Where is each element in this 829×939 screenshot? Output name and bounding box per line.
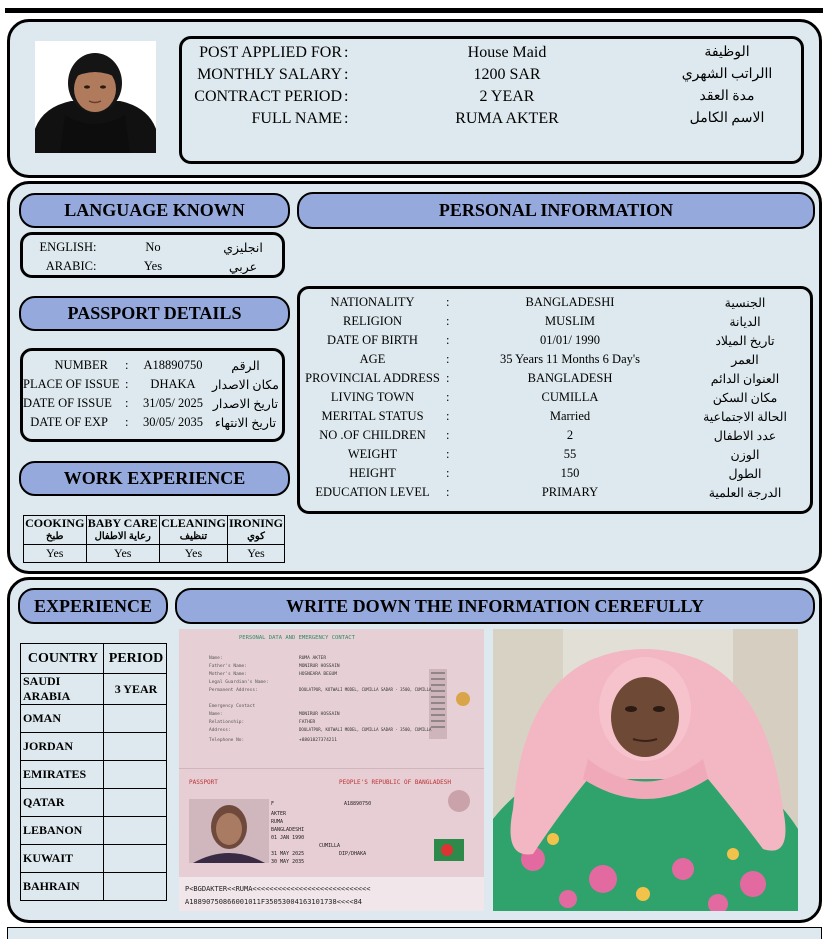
personal-info-box — [297, 286, 813, 514]
work-skill-value: Yes — [159, 545, 227, 563]
personal-info-value: 55 — [563, 447, 577, 461]
personal-info-row — [300, 295, 810, 313]
passport-colon: : — [125, 377, 129, 391]
passport-label: PLACE OF ISSUE — [23, 377, 120, 391]
personal-info-label: DATE OF BIRTH — [327, 333, 418, 347]
personal-info-value: PRIMARY — [541, 485, 599, 499]
passport-colon: : — [125, 396, 129, 410]
experience-period — [104, 761, 167, 789]
personal-info-colon: : — [446, 485, 450, 499]
scan-phone: +8801827374211 — [299, 738, 337, 743]
personal-info-arabic: العنوان الدائم — [710, 372, 780, 386]
svg-text:Relationship:: Relationship: — [209, 720, 245, 725]
work-skill-arabic: رعاية الاطفال — [94, 531, 151, 542]
svg-text:Name:: Name: — [209, 656, 223, 661]
experience-row — [21, 845, 167, 873]
experience-period — [104, 845, 167, 873]
period-header: PERIOD — [104, 644, 167, 674]
scan-given: RUMA — [271, 819, 284, 825]
scan-passport-no: A18890750 — [344, 801, 372, 807]
work-skill-value: Yes — [86, 545, 159, 563]
personal-info-value: 35 Years 11 Months 6 Day's — [500, 352, 640, 366]
header-row — [182, 44, 801, 66]
personal-info-value: BANGLADESH — [527, 371, 613, 385]
language-label: ARABIC — [45, 259, 93, 273]
scan-mrz-line2: A18890750866001011F35053004163101738<<<<84 — [185, 898, 363, 906]
personal-info-colon: : — [446, 428, 450, 442]
scan-issue: 31 MAY 2025 — [271, 851, 305, 857]
applicant-photo — [35, 41, 156, 153]
scan-address: DOULATPUR, KOTWALI MODEL, CUMILLA SADAR - 3500, CUMILLA — [299, 687, 432, 692]
personal-info-row — [300, 314, 810, 332]
header-label: CONTRACT PERIOD — [194, 88, 342, 105]
personal-info-label: LIVING TOWN — [330, 390, 415, 404]
passport-arabic: مكان الاصدار — [212, 378, 279, 392]
personal-info-label: MERITAL STATUS — [321, 409, 424, 423]
experience-period — [104, 789, 167, 817]
personal-info-label: PROVINCIAL ADDRESS — [305, 371, 440, 385]
svg-text:Telephone No:: Telephone No: — [209, 738, 245, 743]
work-skill-name: COOKING — [25, 516, 85, 530]
applicant-full-photo — [493, 629, 798, 911]
personal-info-arabic: الوزن — [730, 448, 760, 462]
experience-table — [20, 643, 167, 901]
job-info-box — [179, 36, 804, 164]
personal-info-row — [300, 390, 810, 408]
work-skill-arabic: تنظيف — [179, 531, 208, 542]
personal-info-value: CUMILLA — [541, 390, 599, 404]
header-label: MONTHLY SALARY — [197, 66, 342, 83]
personal-info-label: NATIONALITY — [330, 295, 415, 309]
country-header: COUNTRY — [21, 644, 104, 674]
experience-title: EXPERIENCE — [33, 595, 153, 616]
scan-expiry: 30 MAY 2035 — [271, 859, 305, 865]
scan-nationality: BANGLADESHI — [271, 827, 305, 833]
experience-country: JORDAN — [21, 733, 104, 761]
experience-panel — [7, 577, 822, 923]
passport-colon: : — [125, 415, 129, 429]
personal-info-row — [300, 428, 810, 446]
svg-text:Mother's Name:: Mother's Name: — [209, 672, 247, 677]
experience-country: LEBANON — [21, 817, 104, 845]
passport-colon: : — [125, 358, 129, 372]
passport-details-heading — [19, 296, 290, 331]
language-value: No — [145, 240, 161, 254]
experience-period — [104, 705, 167, 733]
experience-row — [21, 733, 167, 761]
passport-value: A18890750 — [143, 358, 203, 372]
work-experience-header-row — [24, 516, 285, 545]
passport-scan-image — [179, 629, 484, 911]
work-skill-arabic: كوي — [247, 531, 265, 542]
scan-authority: DIP/DHAKA — [339, 851, 367, 857]
header-arabic: االراتب الشهري — [681, 67, 773, 82]
personal-info-label: EDUCATION LEVEL — [315, 485, 430, 499]
passport-arabic: تاريخ الانتهاء — [214, 416, 277, 430]
scan-page-header: PERSONAL DATA AND EMERGENCY CONTACT — [239, 635, 355, 641]
experience-period — [104, 733, 167, 761]
passport-value: 31/05/ 2025 — [142, 396, 204, 410]
svg-text:Name:: Name: — [209, 712, 223, 717]
personal-info-value: MUSLIM — [544, 314, 595, 328]
language-arabic: عربي — [228, 260, 258, 274]
work-skill-name: BABY CARE — [87, 516, 158, 530]
experience-row — [21, 705, 167, 733]
scan-name: RUMA AKTER — [299, 656, 327, 661]
personal-info-colon: : — [446, 333, 450, 347]
personal-info-arabic: الحالة الاجتماعية — [703, 410, 787, 424]
svg-text:Address:: Address: — [209, 728, 231, 733]
language-arabic: انجليزي — [223, 241, 263, 255]
experience-period — [104, 873, 167, 901]
passport-row — [23, 396, 282, 414]
header-colon: : — [344, 66, 349, 83]
personal-info-label: AGE — [359, 352, 386, 366]
personal-info-label: WEIGHT — [347, 447, 398, 461]
header-value: RUMA AKTER — [455, 110, 559, 127]
work-experience-heading — [19, 461, 290, 496]
personal-info-colon: : — [446, 371, 450, 385]
work-skill-header — [86, 516, 159, 545]
personal-info-title: PERSONAL INFORMATION — [438, 200, 674, 220]
experience-country: EMIRATES — [21, 761, 104, 789]
scan-surname: AKTER — [271, 811, 287, 817]
passport-row — [23, 377, 282, 395]
personal-info-arabic: الديانة — [729, 315, 761, 329]
experience-country: QATAR — [21, 789, 104, 817]
work-skill-arabic: طبخ — [46, 531, 64, 542]
scan-mother: HOSNEARA BEGUM — [299, 672, 337, 677]
personal-info-row — [300, 466, 810, 484]
personal-info-arabic: العمر — [731, 353, 759, 367]
svg-text:Father's Name:: Father's Name: — [209, 664, 247, 669]
personal-info-label: NO .OF CHILDREN — [319, 428, 426, 442]
personal-info-colon: : — [446, 352, 450, 366]
notice-heading — [175, 588, 815, 624]
header-arabic: الوظيفة — [704, 45, 750, 60]
personal-info-value: 01/01/ 1990 — [539, 333, 601, 347]
experience-header-row — [21, 644, 167, 674]
personal-info-value: BANGLADESHI — [525, 295, 615, 309]
personal-info-row — [300, 485, 810, 503]
personal-info-arabic: الطول — [728, 467, 762, 481]
top-rule — [5, 8, 823, 13]
scan-father: MONIRUR HOSSAIN — [299, 664, 340, 669]
header-value: House Maid — [467, 44, 547, 61]
scan-dob: 01 JAN 1990 — [271, 835, 305, 841]
work-skill-name: CLEANING — [161, 516, 226, 530]
experience-country: OMAN — [21, 705, 104, 733]
scan-republic: PEOPLE'S REPUBLIC OF BANGLADESH — [339, 779, 451, 786]
svg-text:Emergency Contact: Emergency Contact — [209, 704, 256, 709]
bottom-edge-panel — [7, 927, 822, 939]
language-label: ENGLISH — [39, 240, 93, 254]
experience-row — [21, 817, 167, 845]
work-skill-value: Yes — [24, 545, 87, 563]
passport-row — [23, 358, 282, 376]
work-experience-table — [23, 515, 285, 563]
header-colon: : — [344, 44, 349, 61]
header-arabic: مدة العقد — [699, 89, 755, 104]
personal-info-value: 2 — [566, 428, 574, 442]
experience-country: BAHRAIN — [21, 873, 104, 901]
experience-country: SAUDI ARABIA — [21, 674, 104, 705]
work-skill-header — [24, 516, 87, 545]
scan-contact-address: DOULATPUR, KOTWALI MODEL, CUMILLA SADAR - 3500, CUMILLA — [299, 727, 432, 732]
experience-row — [21, 761, 167, 789]
scan-sex: F — [271, 801, 275, 807]
passport-box — [20, 348, 285, 442]
personal-info-arabic: مكان السكن — [712, 391, 778, 405]
svg-text:Legal Guardian's Name:: Legal Guardian's Name: — [209, 680, 269, 685]
personal-info-row — [300, 409, 810, 427]
personal-info-label: HEIGHT — [349, 466, 396, 480]
experience-row — [21, 789, 167, 817]
experience-heading — [18, 588, 168, 624]
passport-row — [23, 415, 282, 433]
passport-label: NUMBER — [54, 358, 108, 372]
personal-info-colon: : — [446, 314, 450, 328]
header-value: 2 YEAR — [479, 88, 535, 105]
personal-info-row — [300, 352, 810, 370]
passport-label: DATE OF ISSUE — [23, 396, 112, 410]
personal-info-heading — [297, 192, 815, 229]
passport-value: 30/05/ 2035 — [142, 415, 204, 429]
personal-info-colon: : — [446, 295, 450, 309]
experience-period: 3 YEAR — [104, 674, 167, 705]
passport-value: DHAKA — [150, 377, 196, 391]
header-label: POST APPLIED FOR — [199, 44, 342, 61]
work-experience-value-row — [24, 545, 285, 563]
scan-passport-label: PASSPORT — [189, 779, 218, 786]
language-value: Yes — [143, 259, 163, 273]
work-skill-value: Yes — [227, 545, 284, 563]
personal-info-arabic: الجنسية — [724, 296, 766, 310]
personal-info-colon: : — [446, 466, 450, 480]
language-known-title: LANGUAGE KNOWN — [64, 200, 245, 220]
header-colon: : — [344, 88, 349, 105]
personal-info-row — [300, 371, 810, 389]
language-row — [23, 240, 282, 258]
passport-arabic: تاريخ الاصدار — [212, 397, 279, 411]
language-known-heading — [19, 193, 290, 228]
language-box — [20, 232, 285, 278]
personal-info-label: RELIGION — [342, 314, 402, 328]
header-arabic: الاسم الكامل — [689, 111, 765, 126]
passport-label: DATE OF EXP — [30, 415, 108, 429]
scan-mrz-line1: P<BGDAKTER<<RUMA<<<<<<<<<<<<<<<<<<<<<<<<<<<< — [185, 885, 371, 893]
personal-info-arabic: عدد الاطفال — [713, 429, 777, 443]
personal-info-row — [300, 447, 810, 465]
language-colon: : — [93, 259, 97, 273]
language-row — [23, 259, 282, 277]
experience-country: KUWAIT — [21, 845, 104, 873]
passport-arabic: الرقم — [231, 359, 260, 373]
personal-info-colon: : — [446, 390, 450, 404]
work-skill-name: IRONING — [228, 516, 283, 530]
header-panel — [7, 19, 822, 178]
header-row — [182, 88, 801, 110]
notice-title: WRITE DOWN THE INFORMATION CEREFULLY — [286, 595, 704, 616]
header-row — [182, 110, 801, 132]
experience-row — [21, 873, 167, 901]
work-skill-header — [227, 516, 284, 545]
scan-birthplace: CUMILLA — [319, 843, 341, 849]
experience-period — [104, 817, 167, 845]
svg-text:Permanent Address:: Permanent Address: — [209, 688, 258, 693]
personal-info-value: Married — [549, 409, 591, 423]
experience-row — [21, 674, 167, 705]
personal-info-colon: : — [446, 447, 450, 461]
header-value: 1200 SAR — [473, 66, 541, 83]
passport-details-title: PASSPORT DETAILS — [67, 303, 242, 323]
work-skill-header — [159, 516, 227, 545]
details-panel — [7, 181, 822, 574]
language-colon: : — [93, 240, 97, 254]
personal-info-colon: : — [446, 409, 450, 423]
header-row — [182, 66, 801, 88]
header-label: FULL NAME — [251, 110, 342, 127]
personal-info-value: 150 — [560, 466, 580, 480]
personal-info-arabic: تاريخ الميلاد — [715, 334, 775, 348]
scan-contact-name: MONIRUR HOSSAIN — [299, 712, 340, 717]
scan-relationship: FATHER — [299, 720, 316, 725]
personal-info-row — [300, 333, 810, 351]
work-experience-title: WORK EXPERIENCE — [63, 468, 246, 488]
header-colon: : — [344, 110, 349, 127]
personal-info-arabic: الدرجة العلمية — [708, 486, 782, 500]
